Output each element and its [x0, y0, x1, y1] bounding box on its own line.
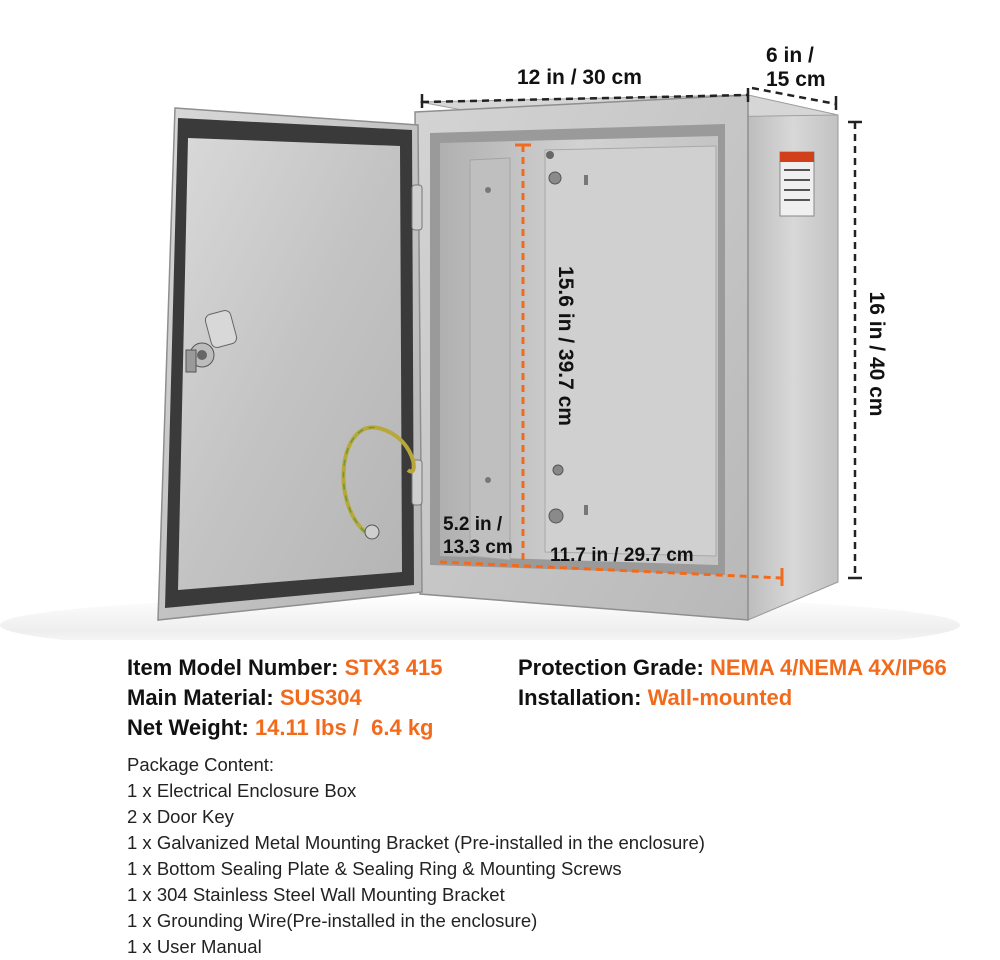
list-item: 2 x Door Key — [127, 806, 234, 827]
spec-value: Wall-mounted — [647, 685, 793, 710]
hinge-icon — [412, 185, 422, 230]
floor-shadow — [0, 595, 960, 640]
list-item: 1 x Galvanized Metal Mounting Bracket (Pre-installed in the enclosure) — [127, 832, 705, 853]
inner-depth-dimension-label — [443, 513, 513, 559]
spec-value: 14.11 lbs / 6.4 kg — [254, 715, 434, 740]
spec-net-weight — [127, 715, 434, 741]
spec-label: Net Weight: — [127, 715, 249, 740]
spec-value: NEMA 4/NEMA 4X/IP66 — [709, 655, 947, 680]
inner-depth-dimension-line1: 5.2 in / — [443, 514, 503, 535]
spec-main-material — [127, 685, 362, 711]
spec-value: STX3 415 — [344, 655, 443, 680]
depth-dimension-line2: 15 cm — [766, 68, 826, 91]
spec-model-number — [127, 655, 442, 681]
depth-dimension-label — [766, 44, 826, 92]
package-content-title: Package Content: — [127, 754, 275, 775]
width-dimension-label: 12 in / 30 cm — [517, 66, 642, 89]
list-item: 1 x 304 Stainless Steel Wall Mounting Bracket — [127, 884, 505, 905]
spec-label: Protection Grade: — [518, 655, 704, 680]
inner-depth-dimension-line2: 13.3 cm — [443, 537, 513, 558]
dimension-height-line — [848, 122, 862, 578]
inner-width-dimension-label: 11.7 in / 29.7 cm — [550, 545, 694, 566]
spec-label: Item Model Number: — [127, 655, 339, 680]
spec-installation — [518, 685, 792, 711]
interior-rail — [470, 158, 510, 560]
spec-label: Installation: — [518, 685, 642, 710]
inner-height-dimension-label: 15.6 in / 39.7 cm — [554, 266, 577, 426]
list-item: 1 x Bottom Sealing Plate & Sealing Ring & Mounting Screws — [127, 858, 622, 879]
spec-protection-grade — [518, 655, 947, 681]
height-dimension-label: 16 in / 40 cm — [865, 291, 888, 417]
door-inner-panel — [178, 138, 402, 590]
list-item: 1 x Grounding Wire(Pre-installed in the enclosure) — [127, 910, 538, 931]
list-item: 1 x User Manual — [127, 936, 262, 957]
list-item: 1 x Electrical Enclosure Box — [127, 780, 357, 801]
spec-label: Main Material: — [127, 685, 274, 710]
package-content-list — [127, 752, 705, 960]
spec-value: SUS304 — [279, 685, 362, 710]
depth-dimension-line1: 6 in / — [766, 44, 814, 67]
